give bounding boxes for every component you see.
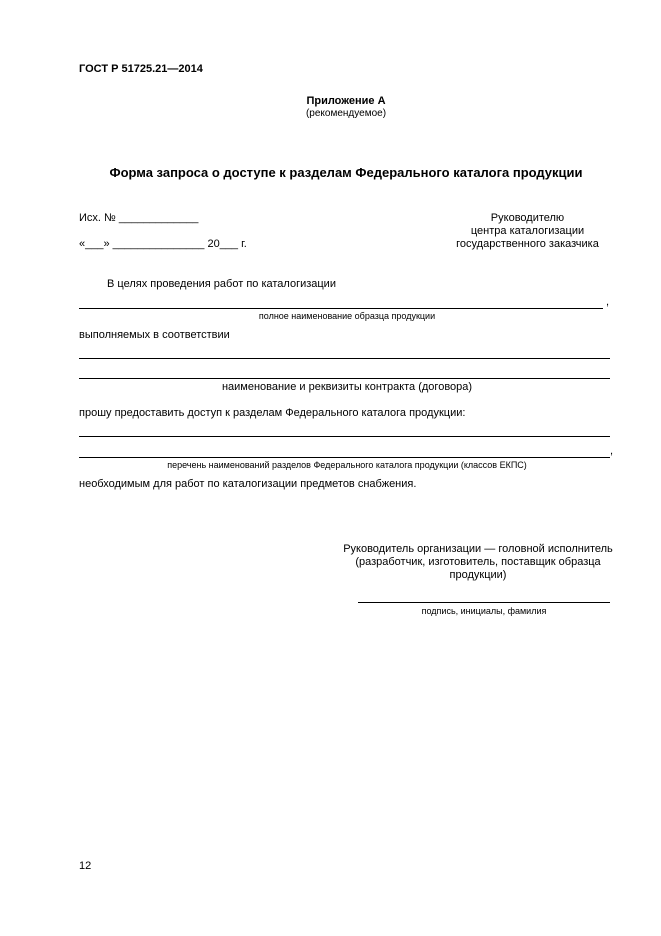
signature-caption: подпись, инициалы, фамилия — [421, 606, 547, 616]
blank-line-contract-2 — [79, 378, 610, 379]
recipient-line-3: государственного заказчика — [456, 238, 599, 250]
blank-line-sections-2 — [79, 457, 610, 458]
recipient-line-2: центра каталогизации — [470, 225, 585, 237]
signature-blank-line — [358, 602, 610, 603]
paragraph-2: выполняемых в соответствии — [79, 329, 230, 341]
form-title: Форма запроса о доступе к разделам Федерального каталога продукции — [109, 165, 583, 180]
paragraph-4: необходимым для работ по каталогизации предметов снабжения. — [79, 478, 417, 490]
comma-2: , — [610, 445, 614, 457]
appendix-title: Приложение А — [306, 95, 386, 107]
blank-line-product — [79, 308, 603, 309]
outgoing-date: «___» _______________ 20___ г. — [79, 238, 247, 250]
standard-header: ГОСТ Р 51725.21—2014 — [79, 63, 203, 75]
page-number: 12 — [79, 860, 92, 872]
signature-line-2: (разработчик, изготовитель, поставщик образца — [355, 556, 601, 568]
signature-line-3: продукции) — [449, 569, 507, 581]
paragraph-3: прошу предоставить доступ к разделам Федерального каталога продукции: — [79, 407, 466, 419]
paragraph-1: В целях проведения работ по каталогизации — [107, 278, 336, 290]
caption-sections: перечень наименований разделов Федерального каталога продукции (классов ЕКПС) — [167, 460, 527, 470]
appendix-status: (рекомендуемое) — [305, 108, 387, 119]
signature-line-1: Руководитель организации — головной исполнитель — [343, 543, 613, 555]
comma-1: , — [606, 296, 610, 308]
blank-line-contract-1 — [79, 358, 610, 359]
caption-contract: наименование и реквизиты контракта (договора) — [221, 381, 473, 393]
outgoing-ref: Исх. № _____________ — [79, 212, 199, 224]
blank-line-sections-1 — [79, 436, 610, 437]
caption-product: полное наименование образца продукции — [258, 311, 436, 321]
recipient-line-1: Руководителю — [490, 212, 565, 224]
